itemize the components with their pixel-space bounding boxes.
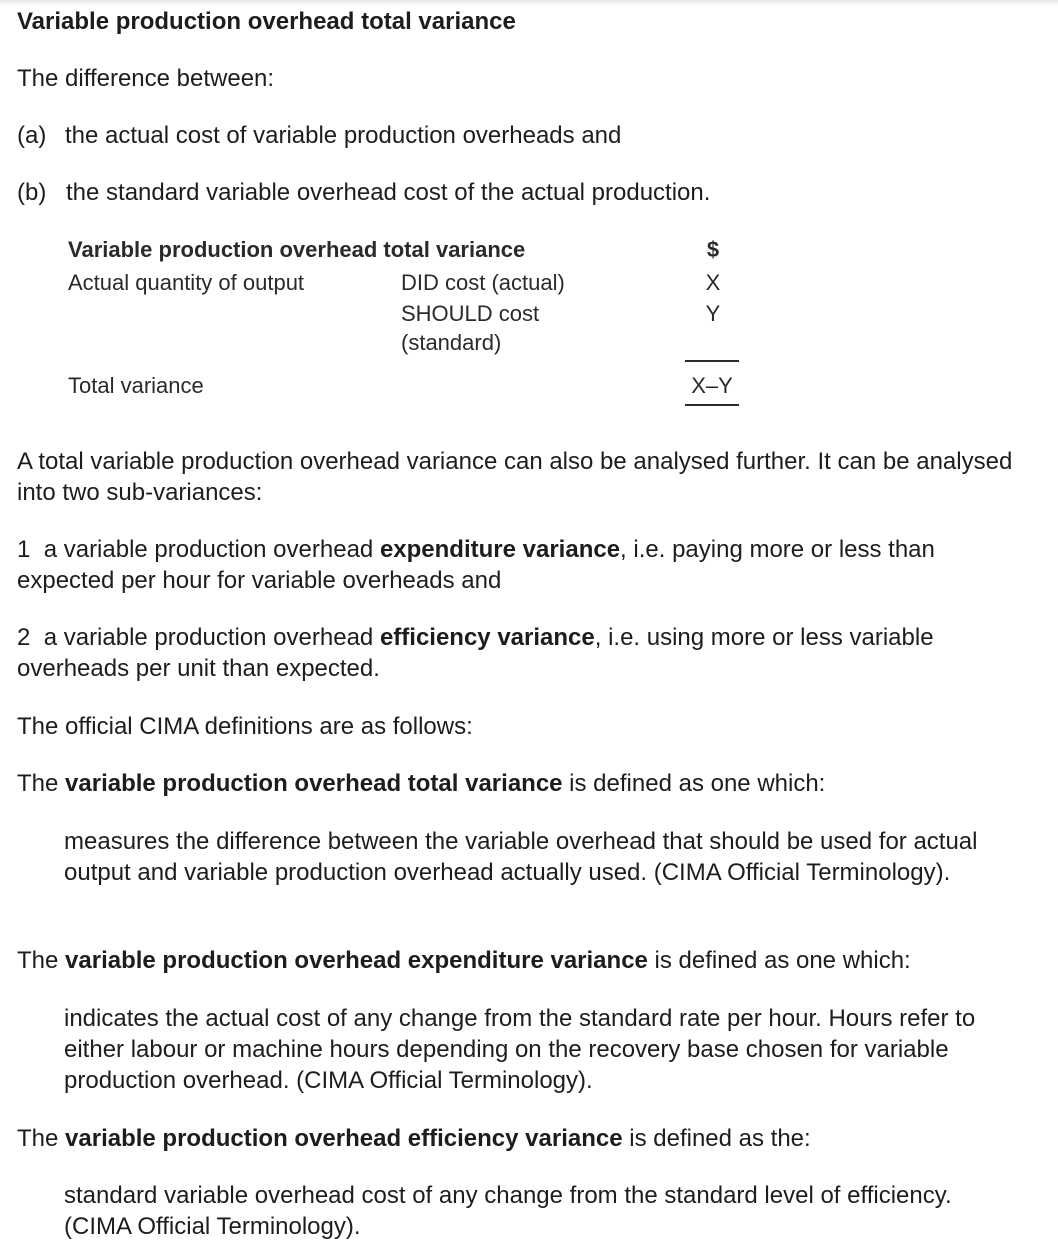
definition-expenditure-quote: indicates the actual cost of any change from the standard rate per hour. Hours refer to either labour or machine hours depending on the recovery base chosen for variable production overhead. (CIMA Official Terminology). xyxy=(64,1005,976,1094)
def-total-post: is defined as one which: xyxy=(562,770,826,797)
item-1-pre: a variable production overhead xyxy=(43,536,380,563)
def-total-bold: variable production overhead total variance xyxy=(65,770,563,797)
item-2-number: 2 xyxy=(17,624,31,651)
item-1-post: , i.e. paying more or less than expected per hour for variable overheads and xyxy=(17,536,935,594)
list-item-b-text: the standard variable overhead cost of the actual production. xyxy=(66,179,711,206)
def-expenditure-bold: variable production overhead expenditure variance xyxy=(65,947,648,974)
table-row2-mid-line2: (standard) xyxy=(401,330,502,355)
official-definitions-intro: The official CIMA definitions are as follows: xyxy=(17,713,473,740)
item-1-number: 1 xyxy=(17,536,31,563)
table-row1-label: Actual quantity of output xyxy=(68,270,305,295)
sub-variance-item-2 xyxy=(17,622,977,684)
table-row2-value: Y xyxy=(705,301,721,326)
item-2-post: , i.e. using more or less variable overheads per unit than expected. xyxy=(17,624,934,682)
table-total-value: X–Y xyxy=(691,373,733,398)
table-title: Variable production overhead total variance xyxy=(68,237,526,262)
analysis-paragraph: A total variable production overhead variance can also be analysed further. It can be analysed into two sub-variances: xyxy=(17,448,1013,506)
def-expenditure-pre: The xyxy=(17,947,66,974)
list-item-a-text: the actual cost of variable production overheads and xyxy=(65,122,622,149)
def-efficiency-post: is defined as the: xyxy=(622,1125,811,1152)
item-1-bold: expenditure variance xyxy=(379,536,621,563)
definition-efficiency-lead xyxy=(17,1123,811,1154)
table-subtotal-rule xyxy=(685,360,739,362)
definition-expenditure-lead xyxy=(17,945,911,976)
sub-variance-item-1 xyxy=(17,534,1007,596)
table-currency-header: $ xyxy=(706,237,720,262)
table-row1-value: X xyxy=(705,270,721,295)
def-efficiency-pre: The xyxy=(17,1125,66,1152)
definition-total-lead xyxy=(17,768,825,799)
definition-total-quote: measures the difference between the variable overhead that should be used for actual output and variable production overhead actually used. (CIMA Official Terminology). xyxy=(64,828,978,886)
list-item-b-marker: (b) xyxy=(17,179,47,206)
item-2-bold: efficiency variance xyxy=(379,624,595,651)
intro-text: The difference between: xyxy=(17,65,275,92)
section-heading: Variable production overhead total variance xyxy=(17,8,516,35)
item-2-pre: a variable production overhead xyxy=(43,624,380,651)
table-row2-mid-line1: SHOULD cost xyxy=(401,301,540,326)
table-total-rule xyxy=(685,404,739,406)
def-expenditure-post: is defined as one which: xyxy=(647,947,911,974)
def-efficiency-bold: variable production overhead efficiency variance xyxy=(65,1125,623,1152)
list-item-a-marker: (a) xyxy=(17,122,47,149)
table-total-label: Total variance xyxy=(68,373,204,398)
table-row1-mid: DID cost (actual) xyxy=(401,270,565,295)
definition-efficiency-quote: standard variable overhead cost of any change from the standard level of efficiency. (CIMA Official Terminology). xyxy=(64,1182,952,1240)
def-total-pre: The xyxy=(17,770,66,797)
